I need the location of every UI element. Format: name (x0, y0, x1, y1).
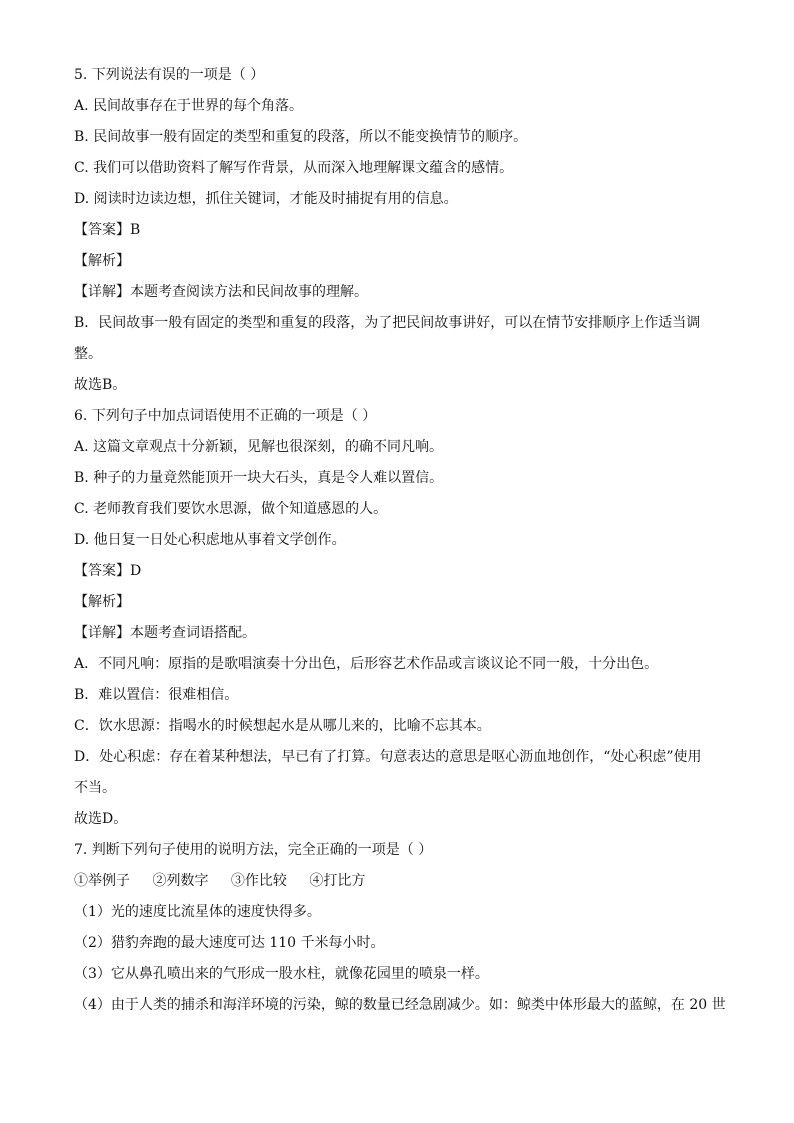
q6-explain-d: D．处心积虑：存在着某种想法，早已有了打算。句意表达的意思是呕心沥血地创作，“处心积虑”使用 (74, 749, 702, 765)
q6-option-c: C. 老师教育我们要饮水思源，做个知道感恩的人。 (74, 501, 388, 517)
q6-option-d: D. 他日复一日处心积虑地从事着文学创作。 (74, 532, 346, 548)
q5-explain-line-1: B．民间故事一般有固定的类型和重复的段落，为了把民间故事讲好，可以在情节安排顺序上作适当调 (74, 315, 701, 331)
q5-option-c: C. 我们可以借助资料了解写作背景，从而深入地理解课文蕴含的感情。 (74, 160, 514, 176)
q5-option-a: A. 民间故事存在于世界的每个角落。 (74, 98, 304, 114)
q7-item-4: （4）由于人类的捕杀和海洋环境的污染，鲸的数量已经急剧减少。如：鲸类中体形最大的蓝鲸，在 20 世 (74, 997, 726, 1013)
q6-choose: 故选D。 (74, 811, 128, 827)
q5-answer: 【答案】B (74, 222, 141, 238)
q6-stem: 6. 下列句子中加点词语使用不正确的一项是（ ） (74, 408, 377, 424)
q7-methods (74, 866, 734, 897)
q7-item-3: （3）它从鼻孔喷出来的气形成一股水柱，就像花园里的喷泉一样。 (74, 966, 489, 982)
q5-detail: 【详解】本题考查阅读方法和民间故事的理解。 (74, 284, 368, 300)
q7-item-2: （2）猎豹奔跑的最大速度可达 110 千米每小时。 (74, 935, 385, 951)
q6-option-b: B. 种子的力量竟然能顶开一块大石头，真是令人难以置信。 (74, 470, 444, 486)
q6-explain-c: C．饮水思源：指喝水的时候想起水是从哪儿来的，比喻不忘其本。 (74, 718, 491, 734)
q7-method-2: ②列数字 (152, 873, 209, 889)
q6-explain-b: B．难以置信：很难相信。 (74, 687, 239, 703)
q6-detail: 【详解】本题考查词语搭配。 (74, 625, 256, 641)
q5-option-d: D. 阅读时边读边想，抓住关键词，才能及时捕捉有用的信息。 (74, 191, 458, 207)
q6-explain-a: A．不同凡响：原指的是歌唱演奏十分出色，后形容艺术作品或言谈议论不同一般，十分出色。 (74, 656, 659, 672)
q7-method-3: ③作比较 (230, 873, 287, 889)
q5-analysis-label: 【解析】 (74, 253, 130, 269)
document-page (74, 60, 734, 1021)
q7-item-1: （1）光的速度比流星体的速度快得多。 (74, 904, 321, 920)
q5-stem: 5. 下列说法有误的一项是（ ） (74, 67, 265, 83)
q5-explain-line-2: 整。 (74, 346, 102, 362)
q6-option-a: A. 这篇文章观点十分新颖，见解也很深刻，的确不同凡响。 (74, 439, 444, 455)
q5-option-b: B. 民间故事一般有固定的类型和重复的段落，所以不能变换情节的顺序。 (74, 129, 528, 145)
q7-stem: 7. 判断下列句子使用的说明方法，完全正确的一项是（ ） (74, 842, 433, 858)
q7-method-1: ①举例子 (74, 873, 130, 889)
q6-answer: 【答案】D (74, 563, 142, 579)
q6-analysis-label: 【解析】 (74, 594, 130, 610)
q6-explain-d-cont: 不当。 (74, 780, 116, 796)
q5-choose: 故选B。 (74, 377, 127, 393)
q7-method-4: ④打比方 (309, 873, 366, 889)
